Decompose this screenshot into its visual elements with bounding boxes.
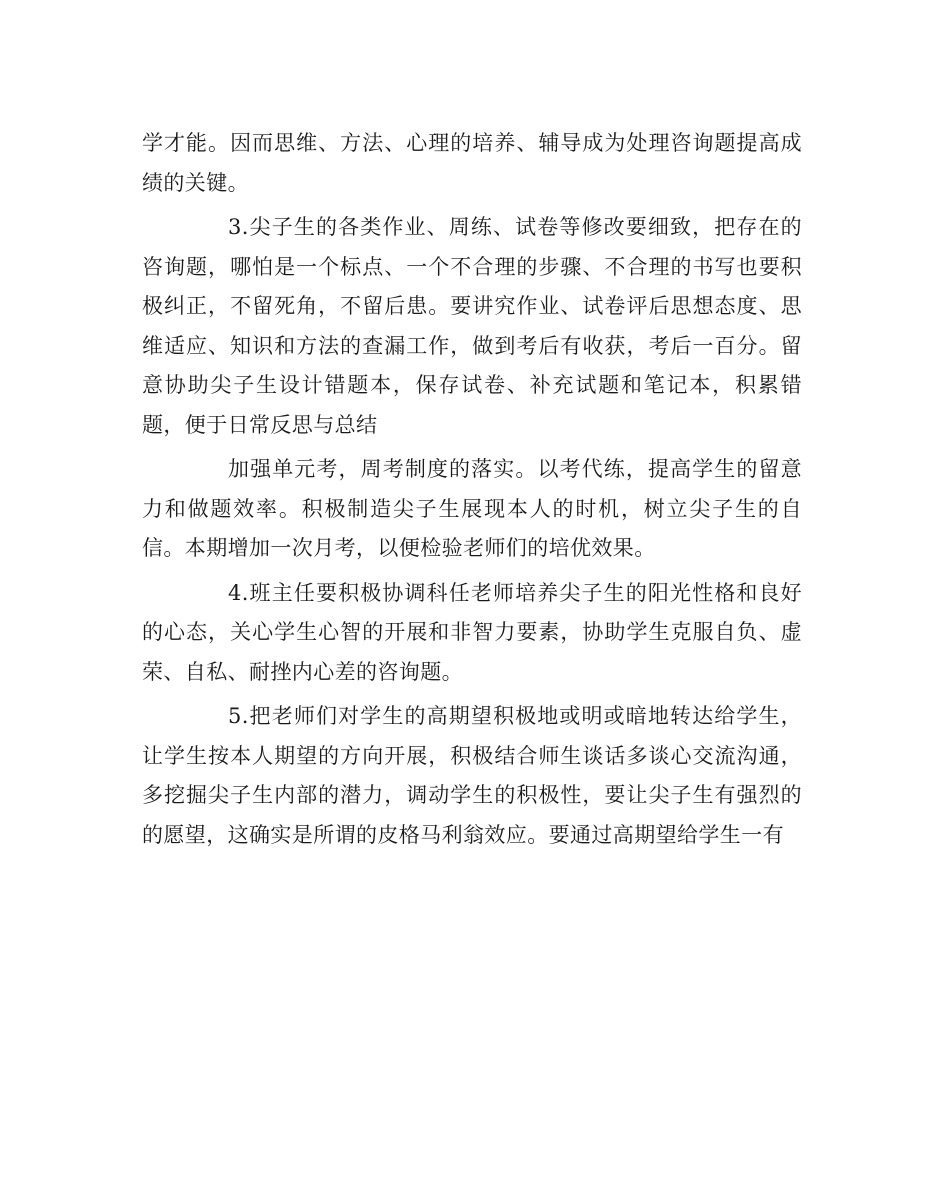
paragraph-item-3: 3.尖子生的各类作业、周练、试卷等修改要细致，把存在的咨询题，哪怕是一个标点、一个不合理的步骤、不合理的书写也要积极纠正，不留死角，不留后患。要讲究作业、试卷评后思想态度、思维适应、知识和方法的查漏工作，做到考后有收获，考后一百分。留意协助尖子生设计错题本，保存试卷、补充试题和笔记本，积累错题，便于日常反思与总结 — [142, 215, 802, 437]
paragraph-continuation: 学才能。因而思维、方法、心理的培养、辅导成为处理咨询题提高成绩的关键。 — [142, 131, 802, 195]
paragraph-item-5: 5.把老师们对学生的高期望积极地或明或暗地转达给学生，让学生按本人期望的方向开展，积极结合师生谈话多谈心交流沟通，多挖掘尖子生内部的潜力，调动学生的积极性，要让尖子生有强烈的的愿望，这确实是所谓的皮格马利翁效应。要通过高期望给学生一有 — [142, 704, 802, 847]
paragraph-unit-exams: 加强单元考，周考制度的落实。以考代练，提高学生的留意力和做题效率。积极制造尖子生展现本人的时机，树立尖子生的自信。本期增加一次月考，以便检验老师们的培优效果。 — [142, 457, 802, 560]
document-body — [142, 124, 802, 860]
paragraph-item-4: 4.班主任要积极协调科任老师培养尖子生的阳光性格和良好的心态，关心学生心智的开展和非智力要素，协助学生克服自负、虚荣、自私、耐挫内心差的咨询题。 — [142, 580, 802, 684]
